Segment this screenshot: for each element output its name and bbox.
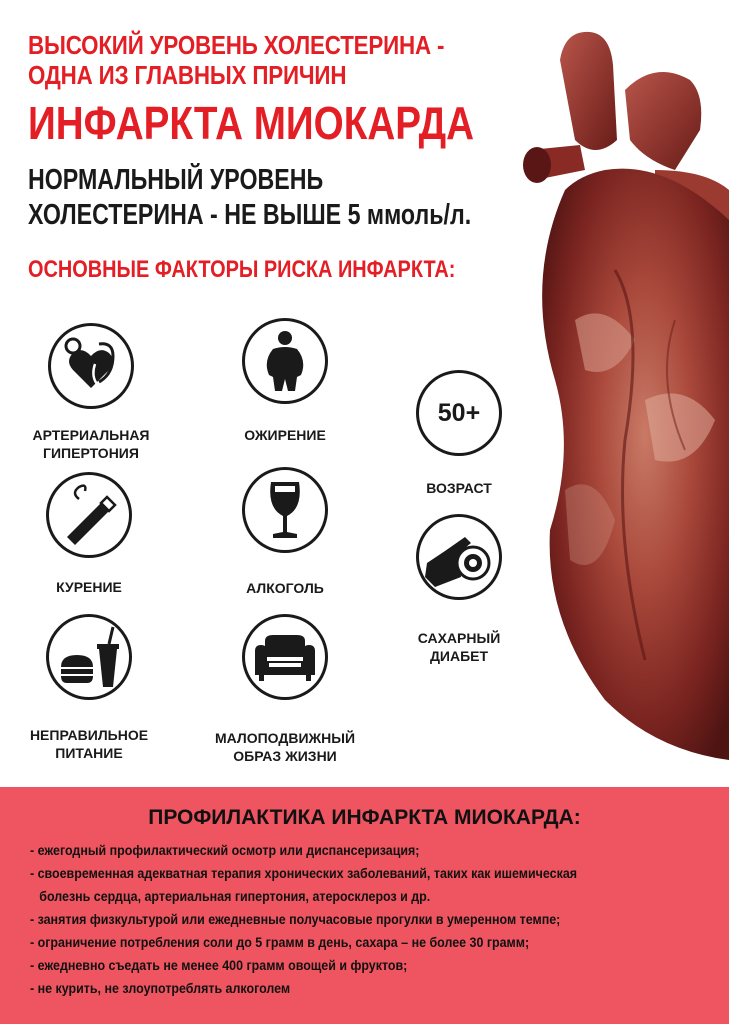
factor-hypertension-label: АРТЕРИАЛЬНАЯ ГИПЕРТОНИЯ [32,427,150,461]
list-item: - своевременная адекватная терапия хронических заболеваний, таких как ишемическая болезнь сердца, артериальная гипертония, атеросклероз и др. [30,866,578,904]
glucometer-hand-icon [416,514,502,600]
factor-smoking-label: КУРЕНИЕ [56,579,122,595]
prevention-list [30,839,720,1000]
factor-obesity-label: ОЖИРЕНИЕ [244,427,326,443]
prevention-title: ПРОФИЛАКТИКА ИНФАРКТА МИОКАРДА: [148,806,581,829]
fast-food-icon [46,614,132,700]
cigarette-icon [46,472,132,558]
prevention-panel [0,787,729,1024]
factor-age-label: ВОЗРАСТ [426,480,492,496]
heart-illustration [505,20,729,760]
factors-title: ОСНОВНЫЕ ФАКТОРЫ РИСКА ИНФАРКТА: [28,256,456,283]
list-item: - ежегодный профилактический осмотр или диспансеризация; [30,843,420,858]
header-main-title: ИНФАРКТА МИОКАРДА [28,97,475,149]
sofa-icon [242,614,328,700]
list-item: - не курить, не злоупотреблять алкоголем [30,981,291,996]
list-item: - занятия физкультурой или ежедневные получасовые прогулки в умеренном темпе; [30,912,561,927]
heart-stethoscope-icon [48,323,134,409]
factor-alcohol-label: АЛКОГОЛЬ [246,580,324,596]
age-50-icon [416,370,502,456]
list-item: - ежедневно съедать не менее 400 грамм овощей и фруктов; [30,958,408,973]
factor-diabetes-label: САХАРНЫЙ ДИАБЕТ [417,630,501,664]
obese-person-icon [242,318,328,404]
factor-nutrition-label: НЕПРАВИЛЬНОЕ ПИТАНИЕ [29,727,149,761]
norm-line-2: ХОЛЕСТЕРИНА - НЕ ВЫШЕ 5 ммоль/л. [28,199,472,231]
header-line-2: ОДНА ИЗ ГЛАВНЫХ ПРИЧИН [28,60,347,90]
wine-glass-icon [242,467,328,553]
norm-line-1: НОРМАЛЬНЫЙ УРОВЕНЬ [28,164,324,196]
age-badge-text: 50+ [437,399,481,427]
list-item: - ограничение потребления соли до 5 грамм в день, сахара – не более 30 грамм; [30,935,530,950]
header-line-1: ВЫСОКИЙ УРОВЕНЬ ХОЛЕСТЕРИНА - [28,30,445,60]
factor-sedentary-label: МАЛОПОДВИЖНЫЙ ОБРАЗ ЖИЗНИ [214,730,356,764]
